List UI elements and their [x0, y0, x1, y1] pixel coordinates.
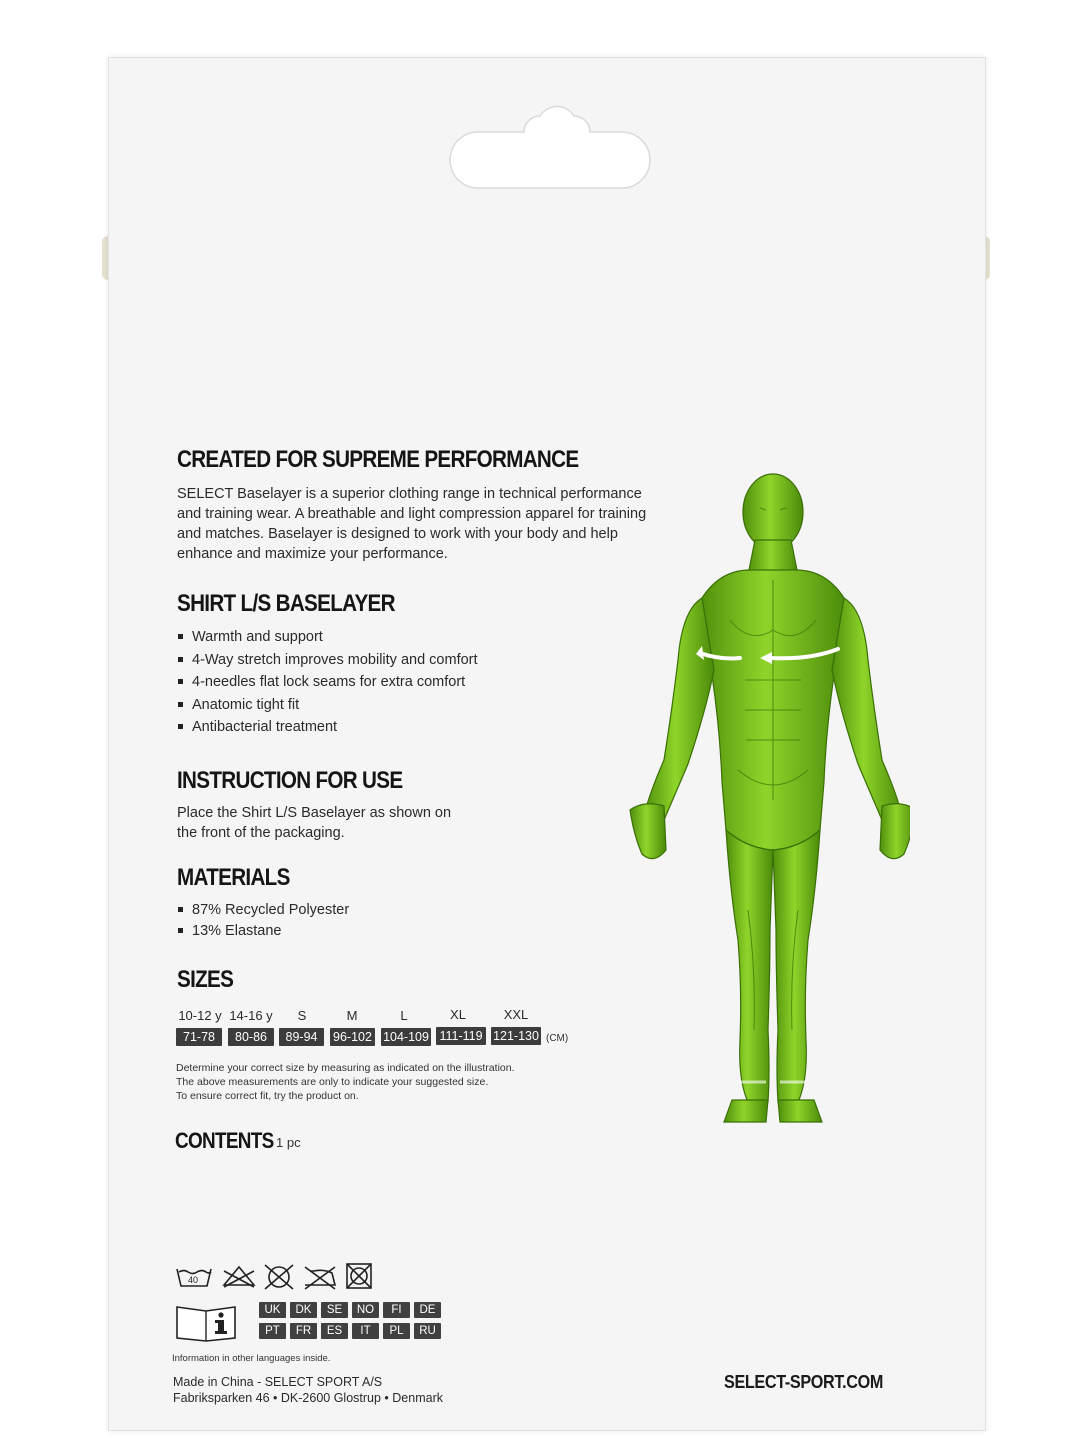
website-url[interactable]: SELECT-SPORT.COM — [724, 1372, 883, 1392]
language-badge: DK — [290, 1302, 317, 1318]
instruction-heading: INSTRUCTION FOR USE — [177, 767, 403, 794]
list-item: 4-Way stretch improves mobility and comfort — [177, 649, 478, 672]
materials-list — [177, 899, 349, 941]
language-badge: PL — [383, 1323, 410, 1339]
sizes-heading: SIZES — [177, 966, 234, 993]
created-line: enhance and maximize your performance. — [177, 546, 448, 562]
address-line: Made in China - SELECT SPORT A/S — [173, 1375, 383, 1389]
size-range-box: 80-86 — [228, 1028, 274, 1046]
address-line: Fabriksparken 46 • DK-2600 Glostrup • Denmark — [173, 1391, 443, 1405]
created-line: SELECT Baselayer is a superior clothing range in technical performance — [177, 486, 642, 502]
language-badge: FI — [383, 1302, 410, 1318]
size-unit: (CM) — [546, 1033, 569, 1044]
no-iron-icon — [305, 1267, 335, 1289]
size-label: L — [400, 1008, 408, 1023]
language-badge: IT — [352, 1323, 379, 1339]
language-badge: PT — [259, 1323, 286, 1339]
instruction-text — [177, 803, 507, 843]
list-item: 87% Recycled Polyester — [177, 899, 349, 920]
size-note-line: Determine your correct size by measuring as indicated on the illustration. — [176, 1062, 515, 1074]
size-label: S — [297, 1008, 307, 1023]
anatomy-figure-illustration — [620, 470, 910, 1130]
size-notes — [176, 1061, 616, 1103]
list-item: Warmth and support — [177, 626, 478, 649]
wash-temp-label: 40 — [188, 1275, 199, 1285]
created-description — [177, 484, 677, 564]
size-label: 10-12 y — [178, 1008, 222, 1023]
size-range-box: 111-119 — [436, 1027, 486, 1045]
size-range-box: 71-78 — [176, 1028, 222, 1046]
instruction-line: the front of the packaging. — [177, 825, 345, 841]
size-label: XXL — [503, 1007, 529, 1022]
list-item: 4-needles flat lock seams for extra comfort — [177, 671, 478, 694]
size-label: XL — [450, 1007, 466, 1022]
no-tumble-dry-icon — [265, 1265, 293, 1289]
list-item: 13% Elastane — [177, 920, 349, 941]
contents-value: 1 pc — [276, 1135, 301, 1150]
materials-heading: MATERIALS — [177, 864, 290, 891]
shirt-feature-list — [177, 626, 478, 739]
language-badge: FR — [290, 1323, 317, 1339]
created-line: and training wear. A breathable and light compression apparel for training — [177, 506, 647, 522]
care-symbols — [174, 1261, 384, 1291]
manufacturer-address — [173, 1374, 443, 1406]
size-range-box: 89-94 — [279, 1028, 324, 1046]
shirt-heading: SHIRT L/S BASELAYER — [177, 590, 395, 617]
language-badge: NO — [352, 1302, 379, 1318]
language-badge: ES — [321, 1323, 348, 1339]
size-range-box: 104-109 — [381, 1028, 431, 1046]
hang-hole-icon — [0, 0, 1084, 240]
no-bleach-icon — [224, 1267, 254, 1287]
size-note-line: To ensure correct fit, try the product on. — [176, 1090, 359, 1102]
info-leaflet-icon — [174, 1302, 240, 1342]
instruction-line: Place the Shirt L/S Baselayer as shown on — [177, 805, 452, 821]
language-badge: UK — [259, 1302, 286, 1318]
info-note: Information in other languages inside. — [172, 1353, 331, 1364]
language-badge: RU — [414, 1323, 441, 1339]
language-badge: SE — [321, 1302, 348, 1318]
size-label: 14-16 y — [229, 1008, 273, 1023]
list-item: Anatomic tight fit — [177, 694, 478, 717]
contents-heading: CONTENTS — [175, 1128, 274, 1153]
no-dry-clean-icon — [347, 1264, 371, 1288]
created-line: and matches. Baselayer is designed to work with your body and help — [177, 526, 618, 542]
size-label: M — [346, 1008, 358, 1023]
size-note-line: The above measurements are only to indicate your suggested size. — [176, 1076, 489, 1088]
created-heading: CREATED FOR SUPREME PERFORMANCE — [177, 446, 579, 473]
list-item: Antibacterial treatment — [177, 716, 478, 739]
size-range-box: 121-130 — [491, 1027, 541, 1045]
language-badge: DE — [414, 1302, 441, 1318]
size-range-box: 96-102 — [330, 1028, 375, 1046]
